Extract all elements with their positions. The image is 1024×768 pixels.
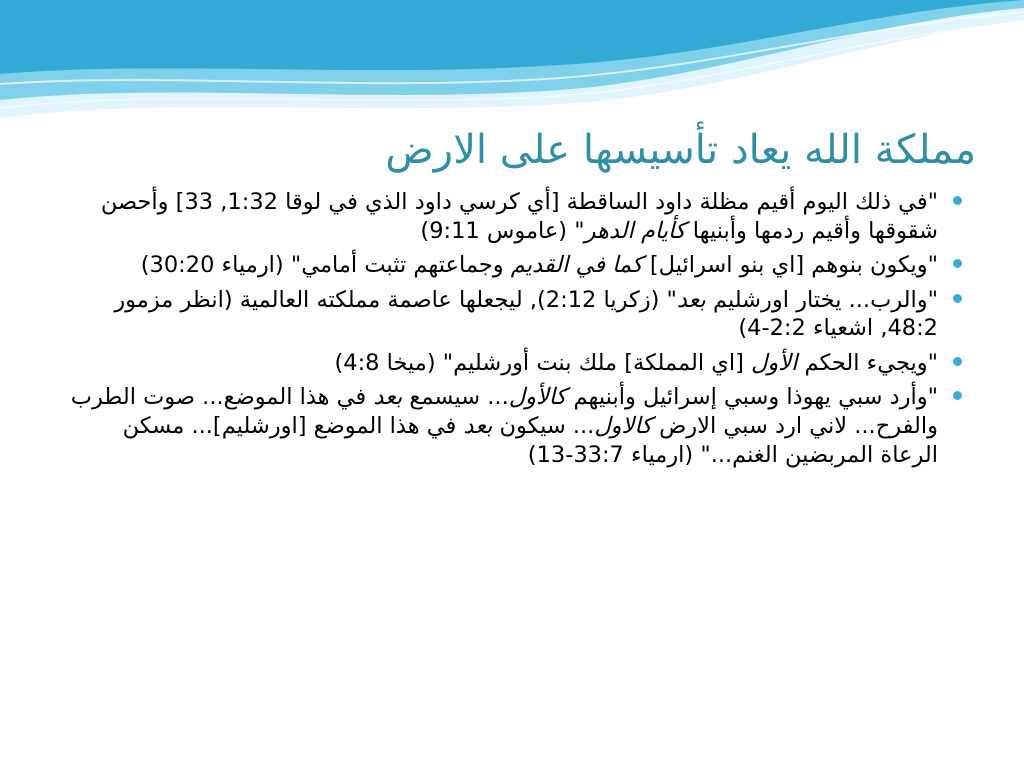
bullet-emphasis: كالأول bbox=[508, 384, 567, 411]
bullet-emphasis: بعد bbox=[373, 384, 403, 411]
bullet-text: وجماعتهم تثبت أمامي" (ارمياء 30:20) bbox=[140, 252, 511, 279]
bullet-text: ... سيسمع bbox=[402, 384, 509, 411]
list-item bbox=[64, 188, 966, 245]
bullet-text: في هذا الموضع... صوت الطرب والفرح... لاني ارد سبي الارض bbox=[70, 384, 938, 439]
bullet-emphasis: الأول bbox=[751, 349, 798, 376]
bullet-text: [اي المملكة] ملك بنت أورشليم" (ميخا 4:8) bbox=[334, 349, 752, 376]
bullet-list bbox=[64, 188, 966, 469]
bullet-text: " (عاموس 9:11) bbox=[420, 217, 585, 244]
bullet-dot-icon bbox=[953, 357, 962, 366]
decorative-wave-header bbox=[0, 0, 1024, 140]
bullet-text: "ويجيء الحكم bbox=[797, 349, 938, 376]
bullet-dot-icon bbox=[953, 196, 962, 205]
bullet-text: "والرب... يختار اورشليم bbox=[705, 286, 938, 313]
bullet-text: "وأرد سبي يهوذا وسبي إسرائيل وأبنيهم bbox=[566, 384, 938, 411]
bullet-text: ... سيكون bbox=[492, 412, 595, 439]
bullet-emphasis: بعد bbox=[463, 412, 493, 439]
bullet-emphasis: كما في القديم bbox=[510, 252, 643, 279]
list-item bbox=[64, 383, 966, 469]
list-item bbox=[64, 349, 966, 378]
slide-content bbox=[64, 188, 966, 475]
bullet-text: " (زكريا 2:12), ليجعلها عاصمة مملكته العالمية (انظر مزمور 48:2, اشعياء 2:2-4) bbox=[114, 286, 938, 342]
bullet-emphasis: كأيام الدهر bbox=[584, 217, 686, 244]
list-item bbox=[64, 251, 966, 280]
bullet-emphasis: كالاول bbox=[594, 412, 652, 439]
bullet-text: "في ذلك اليوم أقيم مظلة داود الساقطة [أي كرسي داود الذي في لوقا 1:32, 33] وأحصن شقوقها وأقيم ردمها وأبنيها bbox=[100, 189, 938, 244]
bullet-dot-icon bbox=[953, 294, 962, 303]
bullet-text: "ويكون بنوهم [اي بنو اسرائيل] bbox=[642, 252, 938, 279]
list-item bbox=[64, 286, 966, 343]
bullet-dot-icon bbox=[953, 259, 962, 268]
bullet-text: في هذا الموضع [اورشليم]... مسكن الرعاة المربضين الغنم..." (ارمياء 33:7-13) bbox=[122, 412, 938, 468]
slide-title: مملكة الله يعاد تأسيسها على الارض bbox=[385, 127, 976, 173]
bullet-dot-icon bbox=[953, 391, 962, 400]
bullet-emphasis: بعد bbox=[676, 286, 706, 313]
